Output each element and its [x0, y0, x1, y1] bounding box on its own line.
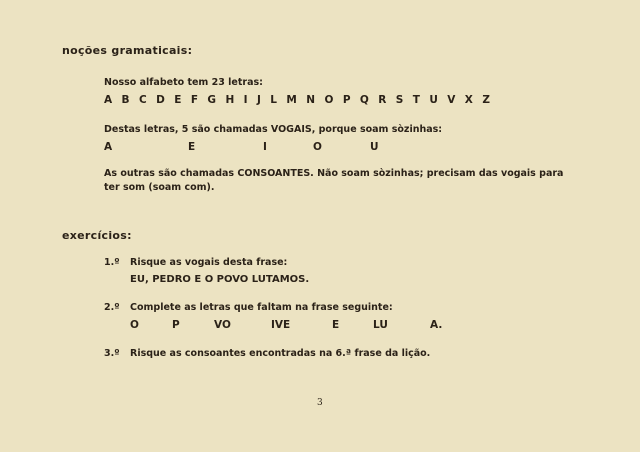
- vowels-intro: Destas letras, 5 são chamadas VOGAIS, porque soam sòzinhas:: [104, 124, 443, 135]
- alphabet-letter: I: [243, 94, 248, 106]
- alphabet-letter: L: [270, 94, 277, 106]
- alphabet-letter: O: [324, 94, 334, 106]
- vowel-letter: E: [188, 141, 196, 153]
- alphabet-letter: R: [378, 94, 387, 106]
- alphabet-letter: N: [306, 94, 316, 106]
- exercise-2-instruction: Complete as letras que faltam na frase seguinte:: [130, 302, 393, 313]
- alphabet-letter: D: [156, 94, 165, 106]
- exercise-2-fragment: A.: [430, 319, 443, 331]
- alphabet-row: [104, 94, 490, 106]
- exercise-2-fragment: E: [332, 319, 340, 331]
- exercise-2-number: 2.º: [104, 302, 120, 313]
- exercise-3-instruction: Risque as consoantes encontradas na 6.ª frase da lição.: [130, 348, 431, 359]
- exercises-heading: exercícios:: [62, 229, 132, 242]
- exercise-2-fragment: O: [130, 319, 139, 331]
- alphabet-letter: C: [138, 94, 147, 106]
- consonants-line-1: As outras são chamadas CONSOANTES. Não soam sòzinhas; precisam das vogais para: [104, 168, 564, 179]
- exercise-2-fragment: LU: [373, 319, 388, 331]
- alphabet-letter: M: [286, 94, 297, 106]
- alphabet-letter: F: [190, 94, 198, 106]
- exercise-1-number: 1.º: [104, 257, 120, 268]
- vowel-letter: O: [313, 141, 322, 153]
- alphabet-letter: B: [121, 94, 130, 106]
- alphabet-letter: J: [256, 94, 261, 106]
- exercise-2-fragment: IVE: [271, 319, 291, 331]
- alphabet-letter: A: [104, 94, 113, 106]
- exercise-2-fragment: P: [172, 319, 180, 331]
- consonants-line-2: ter som (soam com).: [104, 182, 215, 193]
- alphabet-letter: H: [225, 94, 235, 106]
- alphabet-letter: S: [395, 94, 404, 106]
- alphabet-letter: Q: [359, 94, 369, 106]
- alphabet-letter: X: [464, 94, 473, 106]
- exercise-2-fragment: VO: [214, 319, 231, 331]
- alphabet-letter: Z: [482, 94, 490, 106]
- vowel-letter: U: [370, 141, 379, 153]
- alphabet-letter: E: [174, 94, 182, 106]
- vowel-letter: I: [263, 141, 267, 153]
- alphabet-letter: G: [207, 94, 217, 106]
- alphabet-intro: Nosso alfabeto tem 23 letras:: [104, 77, 263, 88]
- alphabet-letter: U: [429, 94, 438, 106]
- exercise-1-instruction: Risque as vogais desta frase:: [130, 257, 288, 268]
- alphabet-letter: T: [412, 94, 420, 106]
- grammar-heading: noções gramaticais:: [62, 44, 193, 57]
- page-number: 3: [317, 398, 323, 408]
- exercise-3-number: 3.º: [104, 348, 120, 359]
- alphabet-letter: V: [447, 94, 456, 106]
- exercise-1-sentence: EU, PEDRO E O POVO LUTAMOS.: [130, 274, 310, 285]
- vowel-letter: A: [104, 141, 113, 153]
- alphabet-letter: P: [342, 94, 351, 106]
